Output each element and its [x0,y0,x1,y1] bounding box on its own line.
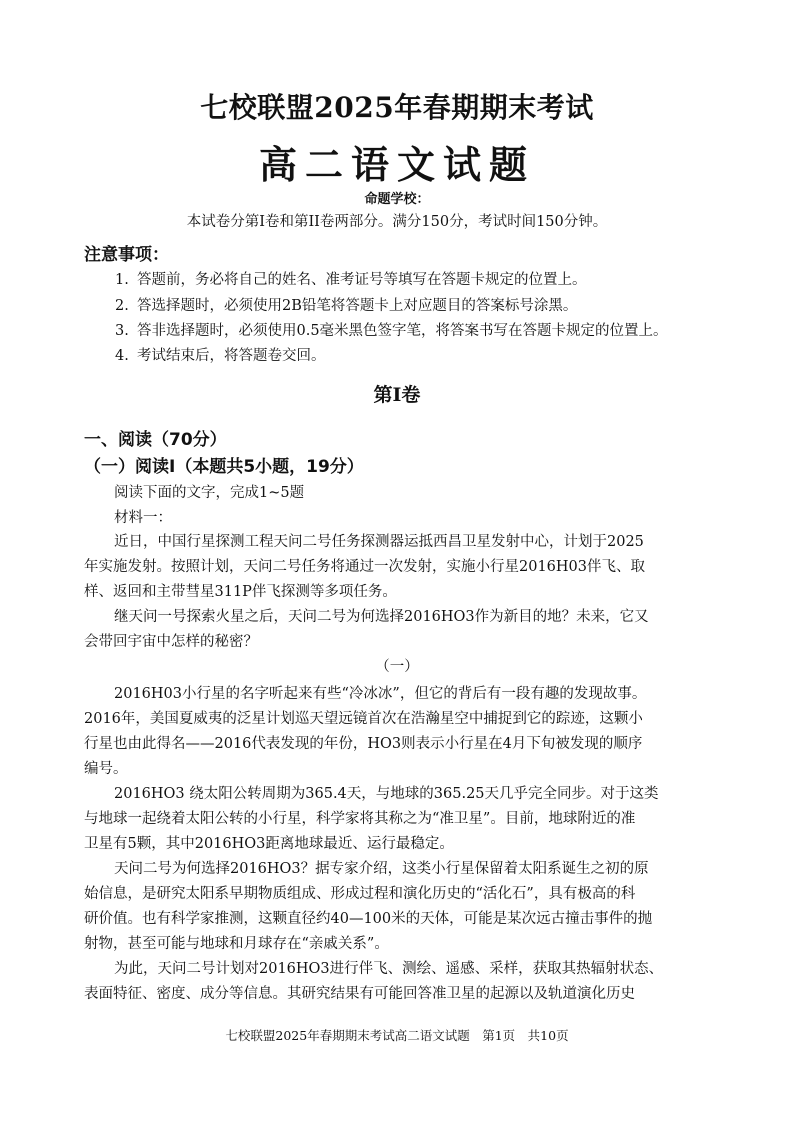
notice-number: 3. [115,323,129,339]
body-line: 2016HO3 绕太阳公转周期为365.4天，与地球的365.25天几乎完全同步。对于这类 [114,786,659,802]
body-line: 编号。 [84,761,128,777]
exam-title: 七校联盟2025年春期期末考试 [200,91,594,124]
body-line: 会带回宇宙中怎样的秘密？ [84,634,258,650]
body-line: 年实施发射。按照计划，天问二号任务将通过一次发射，实施小行星2016H03伴飞、取 [84,559,645,575]
section-title: 一、阅读（70分） [84,430,227,450]
notice-number: 2. [115,298,129,314]
notice-item [115,344,326,365]
notice-item [115,268,587,289]
body-line: 表面特征、密度、成分等信息。其研究结果有可能回答准卫星的起源以及轨道演化历史 [84,986,635,1002]
notice-text: 答非选择题时，必须使用0.5毫米黑色签字笔，将答案书写在答题卡规定的位置上。 [137,323,668,339]
instruction-text: 阅读下面的文字，完成1~5题 [114,485,305,501]
notice-number: 1. [115,272,129,288]
body-line: 2016H03小行星的名字听起来有些“冷冰冰”，但它的背后有一段有趣的发现故事。 [114,686,647,702]
body-line: 为此，天问二号计划对2016HO3进行伴飞、测绘、遥感、采样，获取其热辐射状态、 [114,961,664,977]
part-marker: （一） [375,659,419,675]
notice-heading: 注意事项： [84,245,169,265]
school-label: 命题学校： [364,192,430,207]
body-line: 样、返回和主带彗星311P伴飞探测等多项任务。 [84,584,397,600]
body-line: 2016年，美国夏威夷的泛星计划巡天望远镜首次在浩瀚星空中捕捉到它的踪迹，这颗小 [84,711,643,727]
body-line: 与地球一起绕着太阳公转的小行星，科学家将其称之为“准卫星”。目前，地球附近的准 [84,811,636,827]
page-footer: 七校联盟2025年春期期末考试高二语文试题 第1页 共10页 [225,1028,569,1043]
section-subtitle: （一）阅读I（本题共5小题，19分） [84,457,364,477]
body-line: 近日，中国行星探测工程天问二号任务探测器运抵西昌卫星发射中心，计划于2025 [114,534,644,550]
body-line: 射物，甚至可能与地球和月球存在“亲戚关系”。 [84,936,389,952]
body-line: 研价值。也有科学家推测，这颗直径约40—100米的天体，可能是某次远古撞击事件的抛 [84,911,653,927]
subject-title: 高二语文试题 [258,143,535,187]
exam-intro: 本试卷分第I卷和第II卷两部分。满分150分，考试时间150分钟。 [186,214,608,230]
notice-item [115,294,577,315]
material-label: 材料一： [114,510,172,526]
body-line: 继天问一号探索火星之后，天问二号为何选择2016HO3作为新目的地？未来，它又 [114,609,649,625]
notice-text: 答题前，务必将自己的姓名、准考证号等填写在答题卡规定的位置上。 [137,272,587,288]
notice-text: 答选择题时，必须使用2B铅笔将答题卡上对应题目的答案标号涂黑。 [137,298,578,314]
body-line: 行星也由此得名——2016代表发现的年份，HO3则表示小行星在4月下旬被发现的顺序 [84,736,643,752]
notice-text: 考试结束后，将答题卷交回。 [137,348,326,364]
volume-heading: 第I卷 [373,384,421,406]
body-line: 始信息，是研究太阳系早期物质组成、形成过程和演化历史的“活化石”，具有极高的科 [84,886,636,902]
notice-item [115,319,668,340]
body-line: 天问二号为何选择2016HO3？据专家介绍，这类小行星保留着太阳系诞生之初的原 [114,861,649,877]
notice-number: 4. [115,348,129,364]
body-line: 卫星有5颗，其中2016HO3距离地球最近、运行最稳定。 [84,836,454,852]
